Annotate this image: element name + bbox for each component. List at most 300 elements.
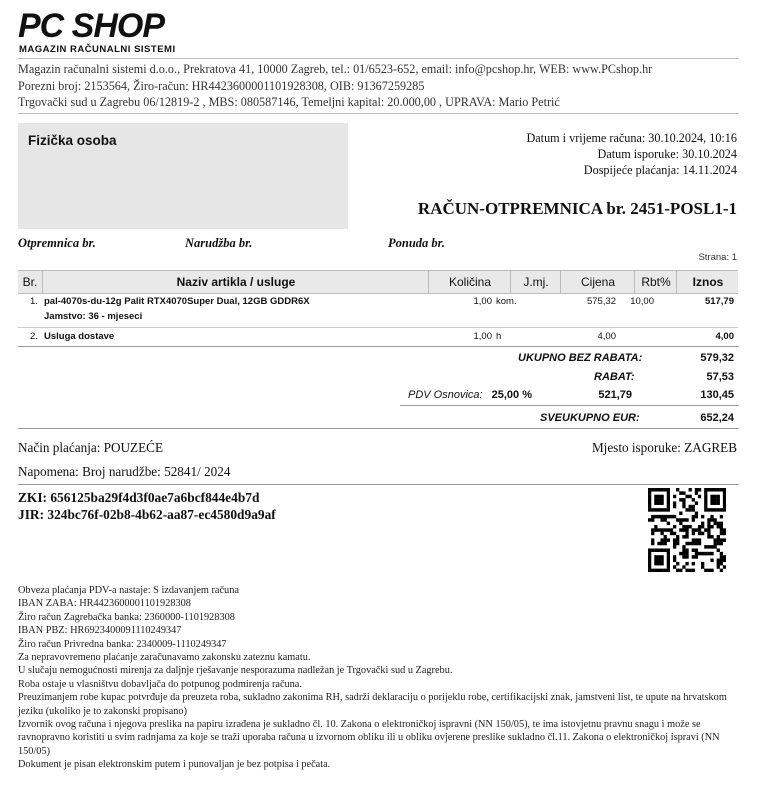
row-number: 1. <box>30 296 38 307</box>
grand-total-label: SVEUKUPNO EUR: <box>540 412 640 424</box>
qr-module <box>707 518 710 522</box>
note-line: Preuzimanjem robe kupac potvrđuje da preuzeta roba, sukladno zakonima RH, sadrži deklaraciju o porijeklu robe, certifikacijski znak, jamstveni list, te upute na hrvatskom jeziku (ukoliko je to zakonski propisano) <box>18 692 727 717</box>
qr-module <box>673 559 676 563</box>
qr-module <box>648 562 651 566</box>
qr-module <box>660 518 663 522</box>
row-quantity: 1,00 <box>473 296 492 307</box>
row-discount: 10,00 <box>630 296 654 307</box>
qr-module <box>660 542 663 546</box>
qr-module <box>692 542 695 546</box>
qr-module <box>710 552 713 556</box>
qr-module <box>701 515 704 519</box>
qr-module <box>660 528 663 532</box>
qr-module <box>707 525 710 529</box>
qr-module <box>660 488 663 492</box>
qr-module <box>692 528 695 532</box>
note-line: Izvornik ovog računa i njegova preslika na papiru izrađena je sukladno čl. 10. Zakona o elektroničkoj ispravni (NN 150/05), te ima istovjetnu pravnu snagu i može se ravnopravno koristiti u svim radnjama za koje se traži uporaba računa u izvornom obliku ili u obliku ovjerene preslike sukladno čl.11. Zakona o elektroničkoj ispravi (NN 150/05) <box>18 719 720 757</box>
qr-module <box>654 498 657 502</box>
qr-module <box>664 518 667 522</box>
qr-module <box>660 555 663 559</box>
qr-module <box>670 515 673 519</box>
divider <box>18 484 739 485</box>
qr-module <box>704 545 707 549</box>
qr-module <box>717 501 720 505</box>
qr-module <box>695 552 698 556</box>
qr-module <box>692 555 695 559</box>
qr-module <box>648 559 651 563</box>
qr-module <box>676 569 679 572</box>
qr-module <box>710 488 713 492</box>
qr-module <box>701 552 704 556</box>
delivery-place: Mjesto isporuke: ZAGREB <box>591 440 737 455</box>
qr-module <box>679 522 682 526</box>
jir-code: JIR: 324bc76f-02b8-4b62-aa87-ec4580d9a9af <box>18 507 276 522</box>
qr-module <box>692 569 695 572</box>
qr-module <box>685 508 688 512</box>
qr-module <box>667 555 670 559</box>
qr-module <box>654 528 657 532</box>
qr-module <box>692 505 695 509</box>
qr-module <box>657 562 660 566</box>
qr-module <box>664 528 667 532</box>
qr-module <box>710 569 713 572</box>
dispatch-ref-label: Otpremnica br. <box>18 236 96 250</box>
divider <box>18 346 739 347</box>
qr-module <box>673 495 676 499</box>
qr-module <box>685 542 688 546</box>
qr-module <box>723 488 726 492</box>
qr-module <box>648 552 651 556</box>
vat-rate: 25,00 % <box>491 389 532 401</box>
qr-module <box>704 488 707 492</box>
legal-notes <box>18 584 748 772</box>
qr-module <box>654 559 657 563</box>
qr-module <box>673 505 676 509</box>
row-item-name: Usluga dostave <box>44 331 115 342</box>
note-line: Dokument je pisan elektronskim putem i punovaljan je bez potpisa i pečata. <box>18 759 331 771</box>
qr-module <box>651 548 654 552</box>
qr-module <box>692 498 695 502</box>
qr-module <box>704 495 707 499</box>
qr-module <box>651 508 654 512</box>
qr-module <box>723 508 726 512</box>
qr-module <box>720 559 723 563</box>
qr-module <box>723 495 726 499</box>
qr-module <box>657 498 660 502</box>
qr-module <box>660 495 663 499</box>
qr-module <box>692 548 695 552</box>
qr-module <box>648 555 651 559</box>
note-line: Roba ostaje u vlasništvu dobavljača do potpunog podmirenja računa. <box>18 678 302 690</box>
qr-module <box>720 555 723 559</box>
qr-module <box>698 538 701 542</box>
qr-module <box>698 528 701 532</box>
qr-module <box>717 535 720 539</box>
qr-module <box>689 488 692 492</box>
qr-module <box>685 532 688 536</box>
qr-module <box>651 528 654 532</box>
qr-module <box>673 532 676 536</box>
company-line: Magazin računalni sistemi d.o.o., Prekratova 41, 10000 Zagreb, tel.: 01/6523-652, email: info@pcshop.hr, WEB: www.PCshop.hr <box>18 62 653 76</box>
qr-module <box>657 559 660 563</box>
qr-module <box>673 501 676 505</box>
qr-module <box>676 562 679 566</box>
qr-module <box>667 552 670 556</box>
col-name: Naziv artikla / usluge <box>42 271 429 293</box>
note-line: IBAN ZABA: HR4423600001101928308 <box>18 598 191 610</box>
qr-module <box>704 505 707 509</box>
qr-module <box>720 532 723 536</box>
row-unit: h <box>496 331 502 342</box>
qr-module <box>679 528 682 532</box>
qr-module <box>701 525 704 529</box>
subtotal-value: 579,32 <box>700 352 734 364</box>
qr-module <box>723 491 726 495</box>
qr-module <box>720 542 723 546</box>
qr-module <box>695 512 698 516</box>
qr-module <box>698 525 701 529</box>
qr-module <box>717 559 720 563</box>
qr-module <box>707 532 710 536</box>
qr-module <box>707 508 710 512</box>
row-amount: 4,00 <box>715 331 734 342</box>
qr-module <box>692 515 695 519</box>
qr-module <box>710 498 713 502</box>
qr-module <box>698 495 701 499</box>
qr-module <box>707 552 710 556</box>
qr-module <box>720 488 723 492</box>
qr-module <box>720 552 723 556</box>
qr-module <box>679 491 682 495</box>
divider <box>18 327 738 328</box>
qr-code <box>648 488 726 572</box>
qr-module <box>714 508 717 512</box>
qr-module <box>667 508 670 512</box>
grand-total-value: 652,24 <box>700 412 734 424</box>
qr-module <box>657 495 660 499</box>
qr-module <box>651 569 654 572</box>
qr-module <box>685 528 688 532</box>
qr-module <box>717 498 720 502</box>
qr-module <box>654 562 657 566</box>
order-ref-label: Narudžba br. <box>185 236 253 250</box>
qr-module <box>667 562 670 566</box>
discount-value: 57,53 <box>706 371 734 383</box>
buyer-name: Fizička osoba <box>28 133 117 148</box>
offer-ref-label: Ponuda br. <box>388 236 445 250</box>
note-line: Za nepravovremeno plaćanje zaračunavamo zakonsku zateznu kamatu. <box>18 652 311 664</box>
note-line: Žiro račun Zagrebačka banka: 2360000-1101928308 <box>18 611 235 623</box>
qr-module <box>682 505 685 509</box>
qr-module <box>720 538 723 542</box>
qr-module <box>723 559 726 563</box>
qr-module <box>664 508 667 512</box>
qr-module <box>701 522 704 526</box>
qr-module <box>654 508 657 512</box>
qr-module <box>723 505 726 509</box>
qr-module <box>682 548 685 552</box>
buyer-box <box>18 123 348 229</box>
qr-module <box>698 552 701 556</box>
qr-module <box>667 495 670 499</box>
qr-module <box>648 565 651 569</box>
qr-module <box>689 505 692 509</box>
zki-code: ZKI: 656125ba29f4d3f0ae7a6bcf844e4b7d <box>18 490 260 505</box>
qr-module <box>685 569 688 572</box>
qr-module <box>723 501 726 505</box>
qr-module <box>689 508 692 512</box>
qr-module <box>648 491 651 495</box>
col-price: Cijena <box>560 271 635 293</box>
qr-module <box>704 501 707 505</box>
qr-module <box>698 532 701 536</box>
qr-module <box>723 528 726 532</box>
qr-module <box>685 555 688 559</box>
qr-module <box>667 528 670 532</box>
qr-module <box>714 522 717 526</box>
table-row <box>18 330 738 346</box>
note-line: IBAN PBZ: HR6923400091110249347 <box>18 625 182 637</box>
qr-module <box>673 542 676 546</box>
qr-module <box>664 488 667 492</box>
qr-module <box>692 538 695 542</box>
qr-module <box>664 515 667 519</box>
qr-module <box>710 525 713 529</box>
qr-module <box>648 501 651 505</box>
qr-module <box>648 498 651 502</box>
qr-module <box>717 548 720 552</box>
qr-module <box>657 508 660 512</box>
qr-module <box>704 508 707 512</box>
qr-module <box>714 498 717 502</box>
qr-module <box>710 508 713 512</box>
qr-module <box>717 495 720 499</box>
qr-module <box>679 498 682 502</box>
vat-base: 521,79 <box>598 389 632 401</box>
qr-module <box>667 515 670 519</box>
qr-module <box>704 552 707 556</box>
qr-module <box>710 495 713 499</box>
qr-module <box>682 535 685 539</box>
qr-module <box>660 515 663 519</box>
qr-module <box>707 488 710 492</box>
qr-module <box>673 538 676 542</box>
qr-module <box>720 569 723 572</box>
qr-module <box>682 491 685 495</box>
qr-module <box>648 495 651 499</box>
qr-module <box>664 535 667 539</box>
qr-module <box>654 495 657 499</box>
subtotal-label: UKUPNO BEZ RABATA: <box>518 352 643 364</box>
company-logo <box>18 8 208 54</box>
col-unit: J.mj. <box>510 271 561 293</box>
qr-module <box>695 538 698 542</box>
qr-module <box>695 542 698 546</box>
items-table-header <box>18 270 738 294</box>
divider <box>18 113 739 114</box>
divider <box>18 428 739 429</box>
row-item-note: Jamstvo: 36 - mjeseci <box>44 311 143 322</box>
qr-module <box>664 538 667 542</box>
vat-base-label: PDV Osnovica: <box>408 389 483 401</box>
qr-module <box>701 562 704 566</box>
qr-module <box>657 515 660 519</box>
qr-module <box>654 548 657 552</box>
qr-module <box>707 535 710 539</box>
qr-module <box>664 548 667 552</box>
divider <box>400 405 739 406</box>
qr-module <box>714 545 717 549</box>
qr-module <box>673 555 676 559</box>
col-quantity: Količina <box>428 271 511 293</box>
qr-module <box>720 525 723 529</box>
qr-module <box>651 538 654 542</box>
qr-module <box>679 518 682 522</box>
qr-module <box>682 518 685 522</box>
qr-module <box>673 515 676 519</box>
logo-subtitle: MAGAZIN RAČUNALNI SISTEMI <box>19 44 176 55</box>
qr-module <box>707 522 710 526</box>
table-row <box>18 294 738 326</box>
qr-module <box>710 559 713 563</box>
qr-module <box>723 555 726 559</box>
qr-module <box>689 495 692 499</box>
discount-label: RABAT: <box>594 371 635 383</box>
qr-module <box>717 522 720 526</box>
qr-module <box>685 525 688 529</box>
row-quantity: 1,00 <box>473 331 492 342</box>
qr-module <box>657 528 660 532</box>
qr-module <box>682 545 685 549</box>
qr-module <box>670 532 673 536</box>
invoice-dates <box>526 130 737 178</box>
qr-module <box>717 488 720 492</box>
qr-module <box>657 488 660 492</box>
qr-module <box>714 495 717 499</box>
qr-module <box>670 528 673 532</box>
qr-module <box>698 542 701 546</box>
qr-module <box>657 555 660 559</box>
qr-module <box>698 488 701 492</box>
qr-module <box>695 555 698 559</box>
qr-module <box>714 501 717 505</box>
document-title: RAČUN-OTPREMNICA br. 2451-POSL1-1 <box>417 199 737 218</box>
qr-module <box>654 488 657 492</box>
qr-module <box>714 538 717 542</box>
qr-module <box>717 508 720 512</box>
qr-module <box>695 515 698 519</box>
qr-module <box>704 569 707 572</box>
col-amount: Iznos <box>676 271 739 293</box>
qr-module <box>667 491 670 495</box>
qr-module <box>651 518 654 522</box>
qr-module <box>660 501 663 505</box>
qr-module <box>682 565 685 569</box>
qr-module <box>701 532 704 536</box>
qr-module <box>660 562 663 566</box>
row-number: 2. <box>30 331 38 342</box>
qr-module <box>717 525 720 529</box>
qr-module <box>682 525 685 529</box>
qr-module <box>685 495 688 499</box>
qr-module <box>648 505 651 509</box>
company-line: Porezni broj: 2153564, Žiro-račun: HR4423600001101928308, OIB: 91367259285 <box>18 78 425 93</box>
row-amount: 517,79 <box>704 296 734 307</box>
qr-module <box>657 542 660 546</box>
qr-module <box>654 569 657 572</box>
qr-module <box>692 562 695 566</box>
logo-text: PC SHOP <box>18 7 165 45</box>
qr-module <box>679 552 682 556</box>
qr-module <box>720 522 723 526</box>
qr-module <box>710 518 713 522</box>
qr-module <box>685 552 688 556</box>
qr-module <box>673 525 676 529</box>
qr-module <box>651 542 654 546</box>
qr-module <box>667 538 670 542</box>
qr-module <box>667 501 670 505</box>
qr-module <box>695 528 698 532</box>
qr-module <box>723 498 726 502</box>
fiscal-codes <box>18 489 276 523</box>
qr-module <box>695 491 698 495</box>
payment-method: Način plaćanja: POUZEĆE <box>18 440 164 455</box>
qr-module <box>676 518 679 522</box>
qr-module <box>689 542 692 546</box>
qr-module <box>648 518 651 522</box>
qr-module <box>723 538 726 542</box>
note-line: Žiro račun Privredna banka: 2340009-1110249347 <box>18 638 227 650</box>
qr-module <box>710 501 713 505</box>
qr-module <box>692 508 695 512</box>
qr-module <box>648 548 651 552</box>
qr-module <box>695 548 698 552</box>
qr-module <box>660 559 663 563</box>
qr-module <box>667 505 670 509</box>
qr-module <box>692 532 695 536</box>
qr-module <box>679 569 682 572</box>
qr-module <box>717 542 720 546</box>
qr-module <box>651 532 654 536</box>
qr-module <box>717 565 720 569</box>
qr-module <box>701 565 704 569</box>
delivery-date: Datum isporuke: 30.10.2024 <box>597 147 737 161</box>
qr-module <box>667 522 670 526</box>
col-discount: Rbt% <box>634 271 677 293</box>
qr-module <box>682 501 685 505</box>
qr-module <box>704 528 707 532</box>
col-number: Br. <box>22 275 38 289</box>
qr-module <box>660 532 663 536</box>
qr-module <box>660 498 663 502</box>
qr-module <box>707 545 710 549</box>
qr-module <box>714 518 717 522</box>
qr-module <box>710 515 713 519</box>
qr-module <box>695 488 698 492</box>
qr-module <box>673 565 676 569</box>
qr-module <box>664 542 667 546</box>
qr-module <box>710 545 713 549</box>
qr-module <box>720 528 723 532</box>
qr-module <box>689 569 692 572</box>
row-price: 575,32 <box>586 296 616 307</box>
row-item-name: pal-4070s-du-12g Palit RTX4070Super Dual, 12GB GDDR6X <box>44 296 310 307</box>
qr-module <box>710 535 713 539</box>
qr-module <box>651 488 654 492</box>
qr-module <box>660 569 663 572</box>
qr-module <box>689 525 692 529</box>
qr-module <box>692 518 695 522</box>
